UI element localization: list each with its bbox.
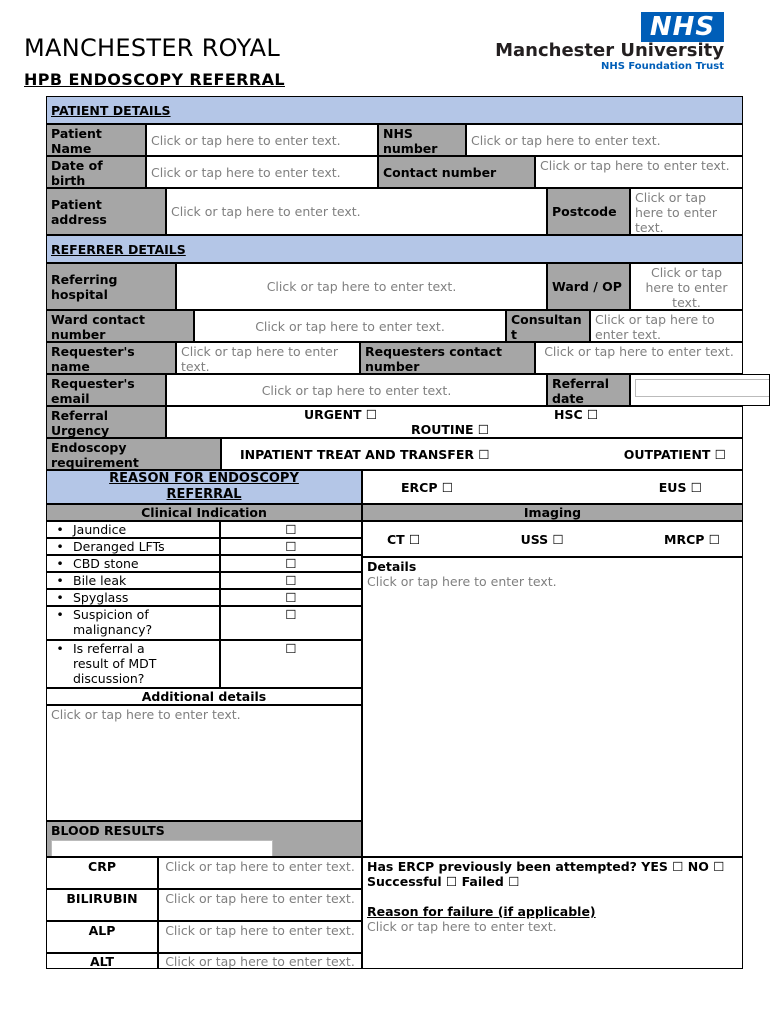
cbd-stone-checkbox[interactable]: ☐	[220, 555, 362, 572]
malignancy-checkbox[interactable]: ☐	[220, 606, 362, 640]
referrer-details-header: REFERRER DETAILS	[46, 235, 743, 263]
indication-row: • Jaundice	[46, 521, 220, 538]
requester-name-label: Requester's name	[46, 342, 176, 374]
failure-reason-label: Reason for failure (if applicable)	[367, 904, 596, 919]
ward-contact-label: Ward contact number	[46, 310, 194, 342]
indication-row: • Suspicion of malignancy?	[46, 606, 220, 640]
reason-header: REASON FOR ENDOSCOPY REFERRAL	[46, 470, 362, 504]
indication-row: • Deranged LFTs	[46, 538, 220, 555]
bilirubin-input[interactable]: Click or tap here to enter text.	[158, 889, 362, 921]
failure-reason-input[interactable]: Click or tap here to enter text.	[367, 919, 557, 934]
ct-checkbox[interactable]: CT ☐	[387, 531, 421, 547]
urgent-checkbox[interactable]: URGENT ☐	[304, 407, 378, 422]
mrcp-checkbox[interactable]: MRCP ☐	[664, 531, 720, 547]
details-input[interactable]: Click or tap here to enter text.	[367, 574, 557, 589]
ward-op-label: Ward / OP	[547, 263, 630, 310]
ward-op-input[interactable]: Click or tap here to enter text.	[630, 263, 743, 310]
referral-date-cell	[630, 374, 770, 406]
dob-input[interactable]: Click or tap here to enter text.	[146, 156, 378, 188]
nhs-number-input[interactable]: Click or tap here to enter text.	[466, 124, 743, 156]
trust-name: Manchester University	[495, 40, 724, 61]
referring-hospital-label: Referring hospital	[46, 263, 176, 310]
mdt-checkbox[interactable]: ☐	[220, 640, 362, 688]
spyglass-checkbox[interactable]: ☐	[220, 589, 362, 606]
alp-input[interactable]: Click or tap here to enter text.	[158, 921, 362, 953]
ercp-outcome-options[interactable]: Successful ☐ Failed ☐	[367, 874, 520, 889]
procedure-options	[362, 470, 743, 504]
referral-date-label: Referral date	[547, 374, 630, 406]
indication-row: • Is referral a result of MDT discussion?	[46, 640, 220, 688]
form-title: HPB ENDOSCOPY REFERRAL	[24, 70, 285, 89]
nhs-logo: NHS	[641, 12, 724, 42]
details-label: Details	[367, 559, 417, 574]
consultant-input[interactable]: Click or tap here to enter text.	[590, 310, 743, 342]
patient-name-input[interactable]: Click or tap here to enter text.	[146, 124, 378, 156]
clinical-indication-header: Clinical Indication	[46, 504, 362, 521]
ercp-history-cell	[362, 857, 743, 969]
ward-contact-input[interactable]: Click or tap here to enter text.	[194, 310, 506, 342]
details-cell	[362, 557, 743, 857]
additional-details-input[interactable]: Click or tap here to enter text.	[46, 705, 362, 821]
consultant-label: Consultant	[506, 310, 590, 342]
indication-row: • Bile leak	[46, 572, 220, 589]
crp-label: CRP	[46, 857, 158, 889]
postcode-input[interactable]: Click or tap here to enter text.	[630, 188, 743, 235]
requester-name-input[interactable]: Click or tap here to enter text.	[176, 342, 360, 374]
endoscopy-requirement-label: Endoscopy requirement	[46, 438, 221, 470]
hsc-checkbox[interactable]: HSC ☐	[554, 407, 599, 422]
bile-leak-checkbox[interactable]: ☐	[220, 572, 362, 589]
contact-number-label: Contact number	[378, 156, 535, 188]
postcode-label: Postcode	[547, 188, 630, 235]
requester-contact-label: Requesters contact number	[360, 342, 535, 374]
eus-checkbox[interactable]: EUS ☐	[658, 479, 702, 495]
patient-address-label: Patient address	[46, 188, 166, 235]
crp-input[interactable]: Click or tap here to enter text.	[158, 857, 362, 889]
requester-contact-input[interactable]: Click or tap here to enter text.	[535, 342, 743, 374]
uss-checkbox[interactable]: USS ☐	[520, 531, 564, 547]
ercp-previous-question[interactable]: Has ERCP previously been attempted? YES ☐ NO ☐	[367, 859, 725, 874]
deranged-lfts-checkbox[interactable]: ☐	[220, 538, 362, 555]
contact-number-input[interactable]: Click or tap here to enter text.	[535, 156, 743, 188]
patient-name-label: Patient Name	[46, 124, 146, 156]
hospital-title: MANCHESTER ROYAL	[24, 34, 281, 62]
endoscopy-options	[221, 438, 743, 470]
inpatient-checkbox[interactable]: INPATIENT TREAT AND TRANSFER ☐	[240, 446, 490, 462]
imaging-options	[362, 521, 743, 557]
jaundice-checkbox[interactable]: ☐	[220, 521, 362, 538]
indication-row: • CBD stone	[46, 555, 220, 572]
blood-results-label: BLOOD RESULTS	[51, 823, 165, 838]
referral-date-picker[interactable]	[635, 379, 770, 397]
indication-row: • Spyglass	[46, 589, 220, 606]
routine-checkbox[interactable]: ROUTINE ☐	[411, 422, 490, 437]
bilirubin-label: BILIRUBIN	[46, 889, 158, 921]
trust-subname: NHS Foundation Trust	[600, 61, 724, 72]
urgency-label: Referral Urgency	[46, 406, 166, 438]
blood-results-cell	[46, 821, 362, 857]
outpatient-checkbox[interactable]: OUTPATIENT ☐	[623, 446, 726, 462]
alp-label: ALP	[46, 921, 158, 953]
requester-email-label: Requester's email	[46, 374, 166, 406]
ercp-checkbox[interactable]: ERCP ☐	[401, 479, 454, 495]
additional-details-header: Additional details	[46, 688, 362, 705]
blood-results-input[interactable]	[51, 840, 273, 857]
referring-hospital-input[interactable]: Click or tap here to enter text.	[176, 263, 547, 310]
imaging-header: Imaging	[362, 504, 743, 521]
requester-email-input[interactable]: Click or tap here to enter text.	[166, 374, 547, 406]
alt-input[interactable]: Click or tap here to enter text.	[158, 953, 362, 969]
dob-label: Date of birth	[46, 156, 146, 188]
urgency-options	[166, 406, 743, 438]
nhs-number-label: NHS number	[378, 124, 466, 156]
patient-address-input[interactable]: Click or tap here to enter text.	[166, 188, 547, 235]
patient-details-header: PATIENT DETAILS	[46, 96, 743, 124]
alt-label: ALT	[46, 953, 158, 969]
